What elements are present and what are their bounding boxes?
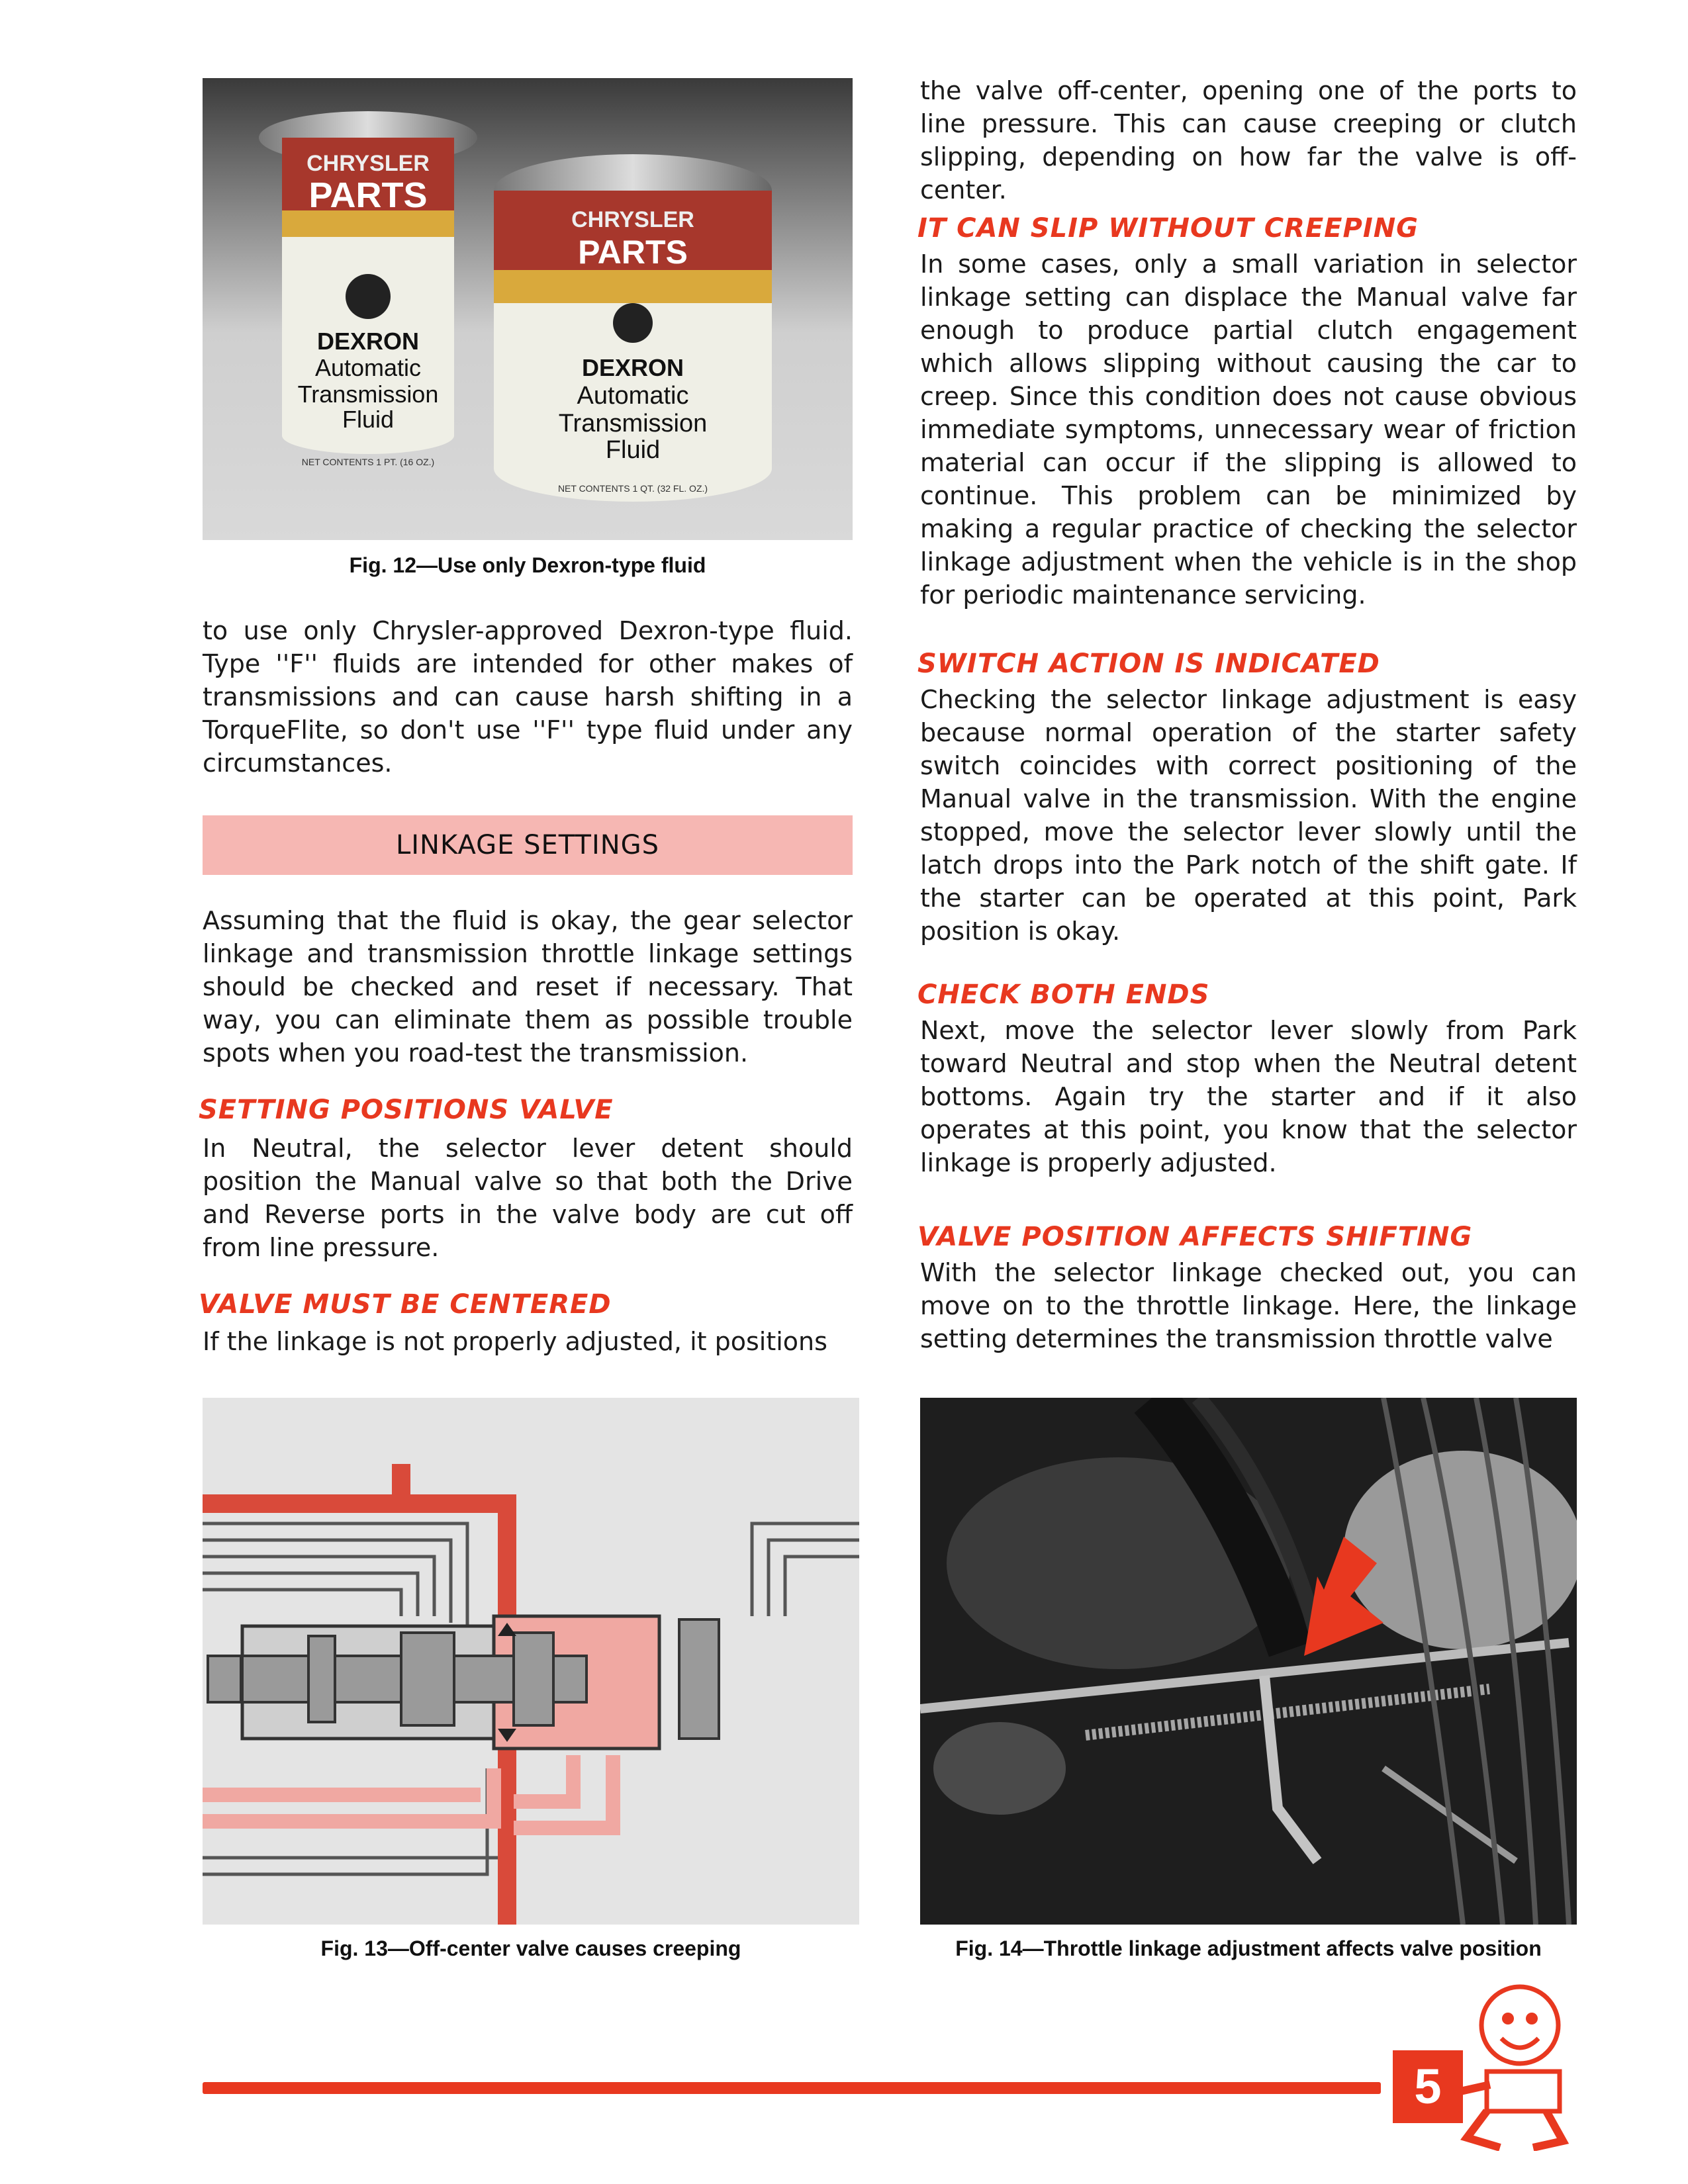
para-centered: If the linkage is not properly adjusted, it positions [203,1327,827,1356]
fig12-caption: Fig. 12—Use only Dexron-type fluid [349,553,706,577]
heading-slip-without-creeping: IT CAN SLIP WITHOUT CREEPING [917,213,1419,244]
para-assuming: Assuming that the fluid is okay, the gear selector linkage and transmission throttle linkage settings should be checked and reset if necessary. That way, you can eliminate them as possible trouble spots when you road-test the transmission. [203,906,853,1068]
heading-check-both-ends: CHECK BOTH ENDS [917,979,1210,1010]
left-can-product4: Fluid [342,406,395,433]
fig12-photo [203,78,853,540]
mascot-logo [1447,1979,1573,2151]
right-can-product4: Fluid [605,436,661,464]
para-valve: With the selector linkage checked out, you can move on to the throttle linkage. Here, the linkage setting determines the transmission throttle valve [920,1258,1577,1353]
fig13-diagram [203,1398,859,1925]
left-can-product3: Transmission [297,381,439,408]
fig13-caption: Fig. 13—Off-center valve causes creeping [320,1936,741,1960]
para-slip: In some cases, only a small variation in selector linkage setting can displace the Manual valve far enough to produce partial clutch engagement which allows slipping without causing the car to creep. Since this condition does not cause obvious immediate symptoms, unnecessary wear of friction material can occur if the slipping is allowed to continue. This problem can be minimized by making a regular practice of checking the selector linkage adjustment when the vehicle is in the shop for periodic maintenance servicing. [920,250,1577,610]
para-switch: Checking the selector linkage adjustment is easy because normal operation of the starter safety switch coincides with correct positioning of the Manual valve in the transmission. With the engine stopped, move the selector lever slowly until the latch drops into the Park notch of the shift gate. If the starter can be operated at this point, Park position is okay. [920,685,1577,946]
section-linkage-settings: LINKAGE SETTINGS [203,815,853,875]
left-can-product1: DEXRON [316,328,420,355]
fig14-caption: Fig. 14—Throttle linkage adjustment affects valve position [955,1936,1542,1960]
footer-rule [203,2082,1381,2094]
heading-setting-positions-valve: SETTING POSITIONS VALVE [199,1095,614,1125]
heading-valve-must-be-centered: VALVE MUST BE CENTERED [199,1289,612,1320]
right-can-product3: Transmission [558,410,708,437]
fluid-cans-image [203,78,853,540]
page-number: 5 [1393,2050,1463,2123]
para-continued: the valve off-center, opening one of the ports to line pressure. This can cause creeping or clutch slipping, depending on how far the valve is off-center. [920,76,1577,205]
heading-valve-position-affects-shifting: VALVE POSITION AFFECTS SHIFTING [917,1222,1473,1252]
right-can-product2: Automatic [577,382,689,410]
left-can-brand2: PARTS [308,175,428,215]
right-can-contents: NET CONTENTS 1 QT. (32 FL. OZ.) [557,483,708,494]
engine-linkage-image [920,1398,1577,1925]
right-can-product1: DEXRON [581,354,684,381]
left-can-product2: Automatic [314,354,422,381]
left-can-contents: NET CONTENTS 1 PT. (16 OZ.) [301,457,435,467]
fig14-photo [920,1398,1577,1925]
valve-diagram-image [203,1398,859,1925]
para-setting: In Neutral, the selector lever detent should position the Manual valve so that both the Drive and Reverse ports in the valve body are cut off from line pressure. [203,1134,853,1262]
para-ends: Next, move the selector lever slowly from Park toward Neutral and stop when the Neutral detent bottoms. Again try the starter and if it also operates at this point, you know that the selector linkage is properly adjusted. [920,1016,1577,1177]
heading-switch-action: SWITCH ACTION IS INDICATED [917,649,1380,679]
left-can-brand1: CHRYSLER [306,151,430,176]
right-can-brand2: PARTS [578,234,688,271]
right-can-brand1: CHRYSLER [571,207,694,232]
para-fluid: to use only Chrysler-approved Dexron-type fluid. Type ''F'' fluids are intended for other makes of transmissions and can cause harsh shifting in a TorqueFlite, so don't use ''F'' type fluid under any circumstances. [203,616,853,778]
mascot-icon [1447,1979,1573,2151]
